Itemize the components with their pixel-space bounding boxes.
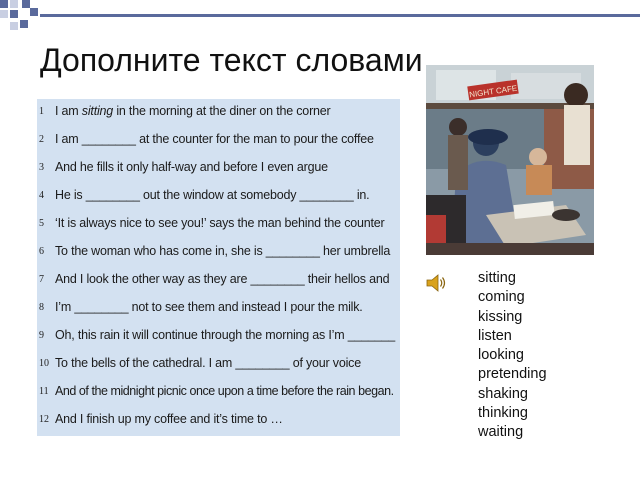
line-number: 3	[39, 162, 44, 173]
exercise-line	[37, 157, 400, 181]
line-number: 10	[39, 358, 49, 369]
exercise-line	[37, 241, 400, 265]
answer-example: sitting	[81, 104, 114, 118]
decor-square-7	[10, 22, 18, 30]
decor-square-6	[30, 8, 38, 16]
line-number: 5	[39, 218, 44, 229]
line-text: I am ________ at the counter for the man to pour the coffee	[55, 132, 374, 146]
slide-title: Дополните текст словами	[40, 42, 423, 78]
line-text: Oh, this rain it will continue through the morning as I’m _______	[55, 328, 395, 342]
cafe-sign: NIGHT CAFE	[468, 83, 518, 100]
line-number: 8	[39, 302, 44, 313]
exercise-line	[37, 325, 400, 349]
line-text: And I finish up my coffee and it’s time to …	[55, 412, 283, 426]
exercise-line	[37, 381, 400, 405]
diner-illustration	[426, 65, 594, 255]
line-number: 11	[39, 386, 49, 397]
line-text: I am sitting in the morning at the diner on the corner	[55, 104, 331, 118]
line-number: 6	[39, 246, 44, 257]
decor-square-3	[22, 0, 30, 8]
decor-square-1	[0, 0, 8, 8]
line-text: And of the midnight picnic once upon a time before the rain began.	[55, 384, 394, 398]
word-bank	[478, 269, 547, 443]
word-bank-item: shaking	[478, 385, 528, 402]
decor-square-2	[10, 0, 18, 8]
word-bank-item: sitting	[478, 270, 516, 286]
line-text: And I look the other way as they are ________ their hellos and	[55, 272, 390, 286]
word-bank-item: thinking	[478, 405, 528, 422]
exercise-line	[37, 213, 400, 237]
line-number: 12	[39, 414, 49, 425]
exercise-line	[37, 409, 400, 433]
exercise-line	[37, 353, 400, 377]
title-rule	[40, 14, 640, 17]
line-number: 4	[39, 190, 44, 201]
exercise-line	[37, 129, 400, 153]
line-text: ‘It is always nice to see you!’ says the man behind the counter	[55, 216, 385, 230]
decor-square-5	[10, 10, 18, 18]
word-bank-item: kissing	[478, 308, 523, 325]
word-bank-item: pretending	[478, 366, 547, 383]
exercise-line	[37, 185, 400, 209]
exercise-panel	[37, 99, 400, 436]
line-text: He is ________ out the window at somebody ________ in.	[55, 188, 370, 202]
line-text: To the woman who has come in, she is ________ her umbrella	[55, 244, 391, 258]
line-number: 2	[39, 134, 44, 145]
word-bank-item: waiting	[478, 424, 524, 441]
line-number: 1	[39, 106, 44, 117]
line-number: 7	[39, 274, 44, 285]
word-bank-item: listen	[478, 327, 512, 344]
line-text: And he fills it only half-way and before I even argue	[55, 160, 328, 174]
word-bank-item: coming	[478, 289, 525, 306]
line-number: 9	[39, 330, 44, 341]
decor-square-4	[0, 10, 8, 18]
line-text: I’m ________ not to see them and instead I pour the milk.	[55, 300, 363, 314]
line-text: To the bells of the cathedral. I am ________ of your voice	[55, 356, 361, 370]
exercise-line	[37, 101, 400, 125]
decor-square-8	[20, 20, 28, 28]
exercise-line	[37, 297, 400, 321]
exercise-line	[37, 269, 400, 293]
speaker-icon[interactable]	[424, 271, 448, 295]
word-bank-item: looking	[478, 347, 524, 364]
